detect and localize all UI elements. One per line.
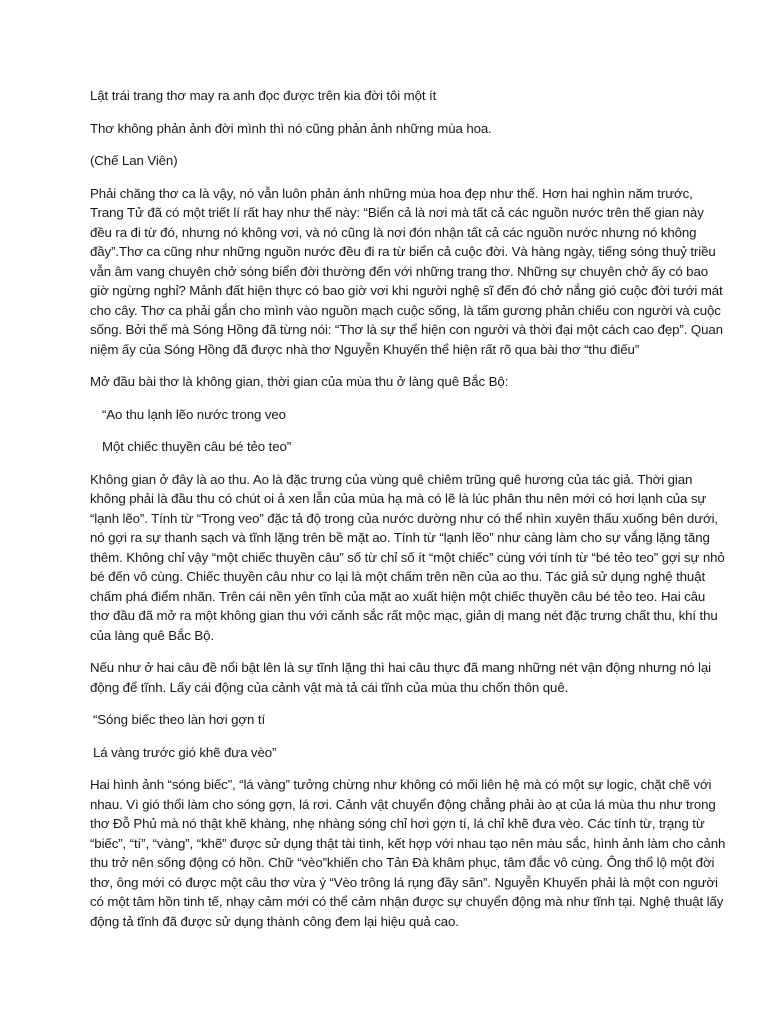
paragraph-transition: Nếu như ở hai câu đề nổi bật lên là sự tĩnh lặng thì hai câu thực đã mang những nét vận động nhưng nó lại động để tĩnh. Lấy cái động của cảnh vật mà tả cái tĩnh của mùa thu chốn thôn quê. xyxy=(90,660,711,695)
paragraph-analysis-2: Hai hình ảnh “sóng biếc”, “lá vàng” tưởng chừng như không có mối liên hệ mà có một sự logic, chặt chẽ với nhau. Vì gió thổi làm cho sóng gợn, lá rơi. Cảnh vật chuyển động chẳng phải ào ạt của lá mùa thu như trong thơ Đỗ Phủ mà nó thật khẽ khàng, nhẹ nhàng sóng chỉ hơi gợn tí, lá chỉ khẽ đưa vèo. Các tính từ, trạng từ “biếc”, “tí”, “vàng”, “khẽ” được sử dụng thật tài tình, kết hợp với nhau tạo nên màu sắc, hình ảnh làm cho cảnh thu trở nên sống động có hồn. Chữ “vèo”khiến cho Tản Đà khâm phục, tâm đắc vô cùng. Ông thổ lộ một đời thơ, ông mới có được một câu thơ vừa ý “Vèo trông lá rụng đầy sân”. Nguyễn Khuyến phải là một con người có một tâm hồn tinh tế, nhạy cảm mới có thể cảm nhận được sự chuyển động mà như tĩnh tại. Nghệ thuật lấy động tả tĩnh đã được sử dụng thành công đem lại hiệu quả cao. xyxy=(90,777,726,929)
paragraph-intro: Phải chăng thơ ca là vậy, nó vẫn luôn phản ánh những mùa hoa đẹp như thế. Hơn hai nghìn năm trước, Trang Tử đã có một triết lí rất hay như thế này: “Biển cả là nơi mà tất cả các nguồn nước trên thế gian này đều ra đi từ đó, nhưng nó không vơi, và nó cũng là nơi đón nhận tất cả các nguồn nước nhưng nó không đầy”.Thơ ca cũng như những nguồn nước đều đi ra từ biển cả cuộc đời. Và hàng ngày, tiếng sóng thuỷ triều vẫn âm vang chuyên chở sóng biển đời thường đến với những trang thơ. Những sự chuyên chở ấy có bao giờ ngừng nghỉ? Mảnh đất hiện thực có bao giờ vơi khi người nghệ sĩ đến đó chở nắng gió cuộc đời tưới mát cho cây. Thơ ca phải gắn cho mình vào nguồn mạch cuộc sống, là tấm gương phản chiếu con người và cuộc sống. Bởi thế mà Sóng Hồng đã từng nói: “Thơ là sự thể hiện con người và thời đại một cách cao đẹp”. Quan niệm ấy của Sóng Hồng đã được nhà thơ Nguyễn Khuyến thể hiện rất rõ qua bài thơ “thu điếu” xyxy=(90,185,723,357)
verse-line-2: Một chiếc thuyền câu bé tẻo teo” xyxy=(102,439,292,454)
verse-line-4: Lá vàng trước gió khẽ đưa vèo” xyxy=(93,744,277,760)
epigraph-line-1: Lật trái trang thơ may ra anh đọc được trên kia đời tôi một ít xyxy=(90,88,437,103)
epigraph-author: (Chế Lan Viên) xyxy=(90,153,178,168)
paragraph-opening: Mở đầu bài thơ là không gian, thời gian của mùa thu ở làng quê Bắc Bộ: xyxy=(90,374,509,389)
verse-line-1: “Ao thu lạnh lẽo nước trong veo xyxy=(102,406,286,422)
verse-line-3: “Sóng biếc theo làn hơi gợn tí xyxy=(93,712,266,727)
epigraph-line-2: Thơ không phản ảnh đời mình thì nó cũng phản ảnh những mùa hoa. xyxy=(90,120,492,136)
paragraph-analysis-1: Không gian ở đây là ao thu. Ao là đặc trưng của vùng quê chiêm trũng quê hương của tác giả. Thời gian không phải là đầu thu có chút oi ả xen lẫn của mùa hạ mà có lẽ là lúc phân thu nên mới có hơi lạnh của sự “lạnh lẽo”. Tính từ “Trong veo” đặc tả độ trong của nước dường như có thể nhìn xuyên thấu xuống bên dưới, nó gợi ra sự thanh sạch và tĩnh lặng trên bề mặt ao. Tính từ “lạnh lẽo” như càng làm cho sự vắng lặng tăng thêm. Không chỉ vậy “một chiếc thuyền câu” số từ chỉ số ít “một chiếc” cùng với tính từ “bé tẻo teo” gợi sự nhỏ bé đến vô cùng. Chiếc thuyền câu như co lại là một chấm trên nền của ao thu. Tác giả sử dụng nghệ thuật chấm phá điểm nhãn. Trên cái nền yên tĩnh của mặt ao xuất hiện một chiếc thuyền câu bé tẻo teo. Hai câu thơ đầu đã mở ra một không gian thu với cảnh sắc rất mộc mạc, giản dị mang nét đặc trưng chất thu, khí thu của làng quê Bắc Bộ. xyxy=(90,471,725,643)
